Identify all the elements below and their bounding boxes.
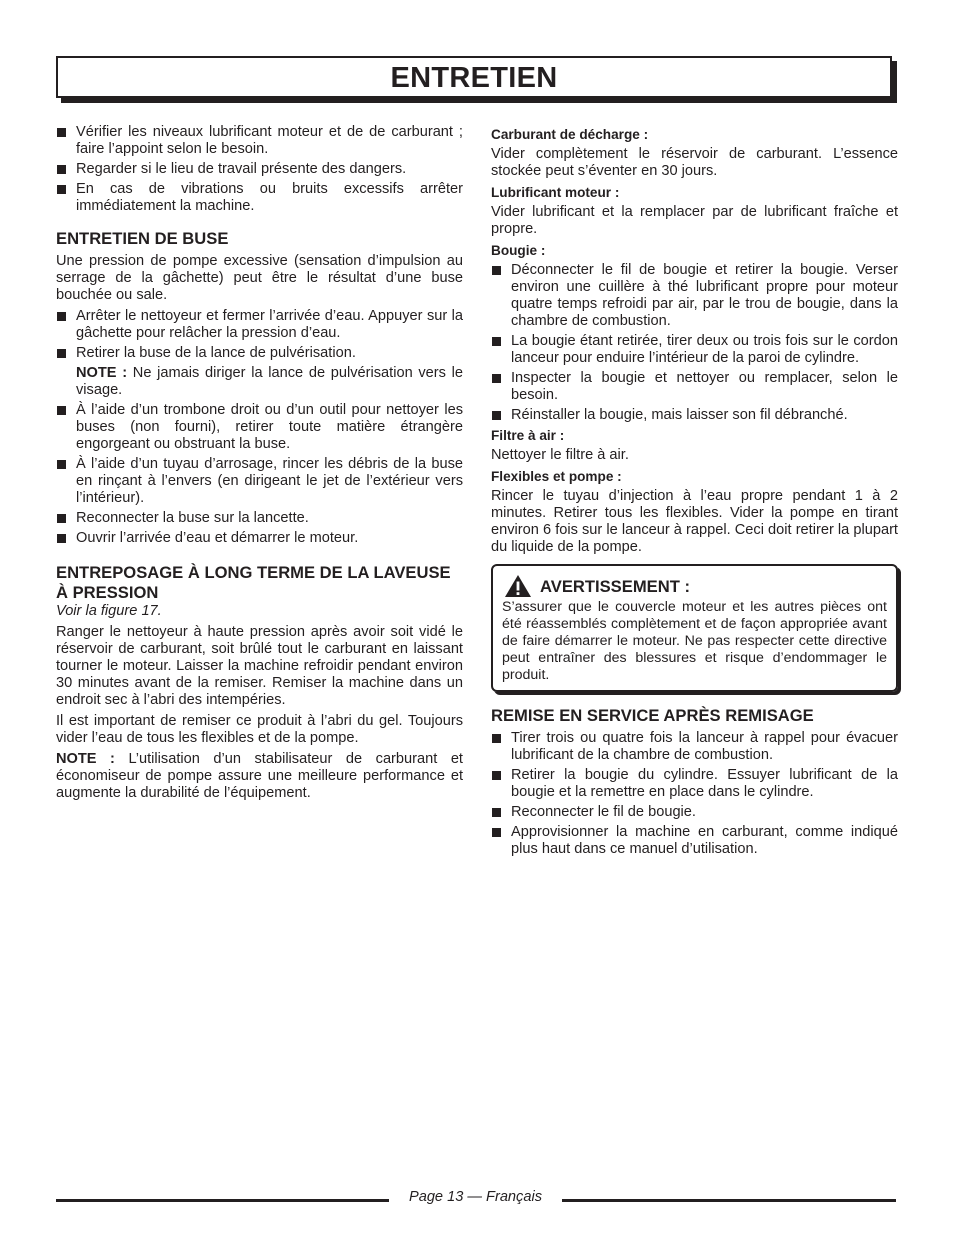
section-heading-service: REMISE EN SERVICE APRÈS REMISAGE [491,706,814,725]
square-bullet-icon [492,374,501,383]
square-bullet-icon [492,411,501,420]
square-bullet-icon [492,734,501,743]
square-bullet-icon [57,460,66,469]
note-label: NOTE : [76,365,128,381]
list-item: Retirer la bougie du cylindre. Essuyer lubrificant de la bougie et la remettre en place dans le cylindre. [491,767,898,801]
buse-note [56,365,463,399]
service-bullet-list [491,730,898,858]
air-filter-label: Filtre à air : [491,428,565,443]
storage-paragraph-2: Il est important de remiser ce produit à l’abri du gel. Toujours vider l’eau de tous les flexibles et de la pompe. [56,713,463,746]
section-heading-buse: ENTRETIEN DE BUSE [56,229,229,248]
buse-bullet-list-2 [56,402,463,547]
warning-triangle-icon [504,574,532,598]
oil-label: Lubrificant moteur : [491,185,620,200]
figure-reference: Voir la figure 17. [56,603,162,619]
buse-bullet-list [56,308,463,362]
square-bullet-icon [492,266,501,275]
square-bullet-icon [57,514,66,523]
page-footer: Page 13 — Français [408,1189,543,1205]
note-text: L’utilisation d’un stabilisateur de carburant et économiseur de pompe assure une meilleure performance et augmente la durabilité de l’équipement. [56,751,463,801]
warning-box [491,564,898,692]
air-filter-text: Nettoyer le filtre à air. [491,447,629,463]
square-bullet-icon [492,771,501,780]
storage-paragraph-1: Ranger le nettoyeur à haute pression après avoir soit vidé le réservoir de carburant, soit brûlé tout le carburant en laissant tourner le moteur. Laisser la machine refroidir pendant environ 30 minutes avant de la remiser. Remiser la machine dans un endroit sec à l’abri des intempéries. [56,624,463,708]
square-bullet-icon [57,165,66,174]
list-item: Arrêter le nettoyeur et fermer l’arrivée d’eau. Appuyer sur la gâchette pour relâcher la pression d’eau. [56,308,463,342]
square-bullet-icon [57,185,66,194]
warning-text: S’assurer que le couvercle moteur et les autres pièces ont été réassemblés complètement et de façon appropriée avant de faire démarrer le moteur. Ne pas respecter cette directive peut entraîner des blessures et risque d’endommager le produit. [502,599,887,683]
list-item: Vérifier les niveaux lubrificant moteur et de de carburant ; faire l’appoint selon le besoin. [56,124,463,158]
list-item: Regarder si le lieu de travail présente des dangers. [56,161,463,178]
intro-bullet-list [56,124,463,215]
list-item: Reconnecter le fil de bougie. [491,804,898,821]
square-bullet-icon [57,312,66,321]
square-bullet-icon [492,337,501,346]
oil-text: Vider lubrificant et la remplacer par de lubrificant fraîche et propre. [491,204,898,237]
buse-intro: Une pression de pompe excessive (sensation d’impulsion au serrage de la gâchette) peut être le résultat d’une buse bouchée ou sale. [56,253,463,303]
footer-rule-right [562,1199,896,1202]
list-item: Approvisionner la machine en carburant, comme indiqué plus haut dans ce manuel d’utilisation. [491,824,898,858]
fuel-label: Carburant de décharge : [491,127,649,142]
hoses-pump-label: Flexibles et pompe : [491,469,622,484]
storage-note [56,751,463,802]
square-bullet-icon [57,128,66,137]
list-item: Retirer la buse de la lance de pulvérisation. [56,345,463,362]
square-bullet-icon [492,808,501,817]
fuel-text: Vider complètement le réservoir de carburant. L’essence stockée peut s’éventer en 30 jours. [491,146,898,179]
list-item: À l’aide d’un tuyau d’arrosage, rincer les débris de la buse en rinçant à l’envers (en dirigeant le jet de l’extérieur vers l’intérieur). [56,456,463,507]
list-item: La bougie étant retirée, tirer deux ou trois fois sur le cordon lanceur pour enduire l’intérieur de la paroi de cylindre. [491,333,898,367]
list-item: Ouvrir l’arrivée d’eau et démarrer le moteur. [56,530,463,547]
list-item: À l’aide d’un trombone droit ou d’un outil pour nettoyer les buses (non fourni), retirer toute matière étrangère engorgeant ou obstruant la buse. [56,402,463,453]
title-banner [56,56,892,98]
note-text: Ne jamais diriger la lance de pulvérisation vers le visage. [76,365,463,398]
spark-plug-label: Bougie : [491,243,546,258]
note-label: NOTE : [56,751,115,767]
spark-plug-bullet-list [491,262,898,424]
warning-title: AVERTISSEMENT : [540,576,690,596]
list-item: Tirer trois ou quatre fois la lanceur à rappel pour évacuer lubrificant de la chambre de combustion. [491,730,898,764]
right-column [491,124,898,861]
footer-rule-left [56,1199,389,1202]
warning-header [502,574,887,598]
square-bullet-icon [57,349,66,358]
list-item: Inspecter la bougie et nettoyer ou remplacer, selon le besoin. [491,370,898,404]
page-title: ENTRETIEN [56,56,892,98]
list-item: En cas de vibrations ou bruits excessifs arrêter immédiatement la machine. [56,181,463,215]
hoses-pump-text: Rincer le tuyau d’injection à l’eau propre pendant 1 à 2 minutes. Retirer tous les flexibles. Vider la pompe en tirant environ 6 fois sur le lanceur à rappel. Ceci doit retirer la plupart du liquide de la pompe. [491,488,898,555]
square-bullet-icon [57,406,66,415]
section-heading-storage: ENTREPOSAGE À LONG TERME DE LA LAVEUSE À PRESSION [56,563,451,602]
list-item: Reconnecter la buse sur la lancette. [56,510,463,527]
list-item: Déconnecter le fil de bougie et retirer la bougie. Verser environ une cuillère à thé lubrificant propre pour moteur quatre temps refroidi par air, par le trou de bougie, dans la chambre de combustion. [491,262,898,330]
list-item: Réinstaller la bougie, mais laisser son fil débranché. [491,407,898,424]
square-bullet-icon [492,828,501,837]
square-bullet-icon [57,534,66,543]
left-column [56,124,463,806]
